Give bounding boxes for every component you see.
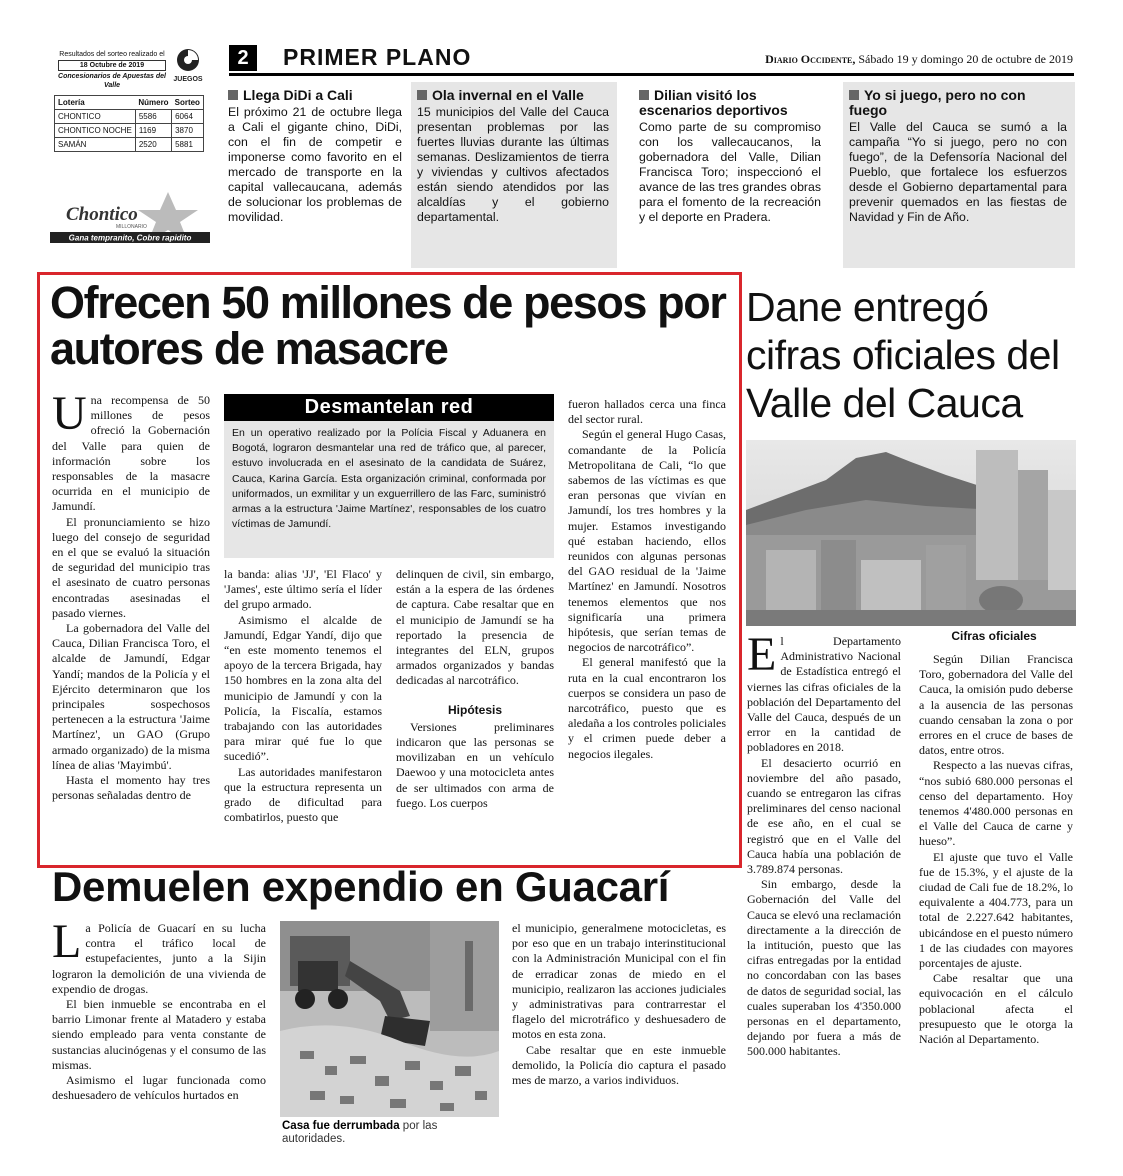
col-header-loteria: Lotería bbox=[58, 98, 85, 107]
dropcap: U bbox=[52, 387, 87, 440]
paragraph-text: a Policía de Guacarí en su lucha contra el tráfico local de estupefacientes, junto a la Sijin lograron la demolición de una vivienda de expendio de drogas. bbox=[52, 921, 266, 996]
juegos-label: JUEGOS bbox=[173, 76, 203, 83]
paragraph: Cabe resaltar que en este inmueble demolido, la Policía dio captura el pasado mes de marzo, a varios individuos. bbox=[512, 1042, 726, 1088]
table-row bbox=[55, 124, 204, 138]
paragraph: Respecto a las nuevas cifras, “nos subió 680.000 personas el censo del departamento. Hoy tenemos 4'480.000 personas en el Valle del Cauca de carne y hueso”. bbox=[919, 758, 1073, 849]
photo-caption: Cifras oficiales bbox=[951, 629, 1037, 643]
brief-title bbox=[228, 88, 402, 103]
juegos-logo-icon bbox=[168, 46, 208, 84]
demolition-photo bbox=[280, 921, 499, 1117]
paragraph: el municipio, generalmene motocicletas, es por eso que en un trabajo interinstitucional con la Administración Municipal con el fin de erradicar zonas de miedo en el municipio, realizaron las acciones judiciales y administrativas para contrarrestar el flagelo del microtráfico y deshuesadero de motos en esta zona. bbox=[512, 921, 726, 1042]
square-bullet-icon bbox=[639, 90, 649, 100]
paragraph: Las autoridades manifestaron que la estructura representa un grado de dificultad para combatirlos, puesto que bbox=[224, 764, 382, 825]
paragraph-text: l Departamento Administrativo Nacional de Estadística entregó el viernes las cifras oficiales de la población del Departamento del Valle del Cauca, después de un error en la cantidad de pobladores en 2018. bbox=[747, 634, 901, 755]
chontico-brand: Chontico bbox=[66, 204, 138, 225]
paragraph: El general manifestó que la ruta en la cual encontraron los cuerpos se considera un paso de narcotráfico, puesto que es aledaña a los controles policiales y el crimen puede deber a negocios ilegales. bbox=[568, 655, 726, 761]
paragraph bbox=[747, 628, 901, 756]
caption-rest: por las autoridades. bbox=[282, 1120, 438, 1145]
lottery-date: 18 Octubre de 2019 bbox=[58, 60, 166, 71]
chontico-ad bbox=[48, 190, 212, 245]
paragraph: El pronunciamiento se hizo luego del consejo de seguridad en el que se evaluó la situación de seguridad del municipio tras el asesinato de cuatro personas encontradas asesinadas el pasado viernes. bbox=[52, 514, 210, 620]
table-row bbox=[55, 138, 204, 152]
chontico-slogan: Gana tempranito, Cobre rapidito bbox=[68, 233, 192, 243]
sidebar-box bbox=[224, 394, 554, 558]
paragraph: La gobernadora del Valle del Cauca, Dilian Francisca Toro, el alcalde de Jamundí, Edgar Yandí; mandos de la Policía y el Ejército determinaron que los principales sospechosos pertenecen a la estructura 'Jaime Martínez', un GAO (Grupo armado organizado) de la misma línea de alias 'Mayimbú'. bbox=[52, 621, 210, 772]
lottery-table-header bbox=[55, 96, 204, 110]
square-bullet-icon bbox=[417, 90, 427, 100]
paragraph-text: na recompensa de 50 millones de pesos ofreció la Gobernación del Valle para quien de información sobre los responsables de la masacre ocurrida en el municipio de Jamundí. bbox=[52, 393, 210, 514]
lottery-header-line2: Concesionarios de Apuestas del Valle bbox=[58, 73, 166, 89]
paragraph: Asimismo el lugar funcionada como deshuesadero de vehículos hurtados en bbox=[52, 1073, 266, 1103]
col-header-sorteo: Sorteo bbox=[174, 98, 200, 107]
brief-ola-invernal bbox=[411, 82, 617, 268]
newspaper-name: Diario Occidente, bbox=[765, 52, 856, 66]
main-column-3 bbox=[396, 567, 554, 811]
paragraph: Cabe resaltar que una equivocación en el cálculo poblacional afecta el presupuesto que le otorga la Nación al Departamento. bbox=[919, 971, 1073, 1047]
brief-title-text: Ola invernal en el Valle bbox=[432, 87, 584, 103]
main-column-4 bbox=[568, 397, 726, 762]
lottery-header-line1: Resultados del sorteo realizado el bbox=[59, 51, 165, 58]
sidebar-text: En un operativo realizado por la Polícia Fiscal y Aduanera en Bogotá, lograron desmantelar una red de tráfico que, al parecer, estuvo involucrada en el asesinato de la candidata de Suárez, Cauca, Karina García. Esta organización criminal, conformada por uniformados, un exmilitar y un exguerrillero de las Farc, suministró armas a la estructura 'Jaime Martínez', responsables de los cuatro víctimas de Jamundí. bbox=[232, 427, 546, 531]
lottery-table bbox=[54, 95, 204, 152]
lottery-draw: 6064 bbox=[172, 110, 204, 124]
paragraph: Hasta el momento hay tres personas señaladas dentro de bbox=[52, 773, 210, 803]
brief-yo-si-juego bbox=[843, 82, 1075, 268]
paragraph: Asimismo el alcalde de Jamundí, Edgar Yandí, dijo que “en este momento tenemos el apoyo de la tercera Brigada, hay 150 hombres en la zona alta del municipio de Jamundí y con la Policía, la Fiscalía, estamos trabajando con las autoridades para mirar qué fue lo que sucedió”. bbox=[224, 612, 382, 764]
dane-column-1 bbox=[747, 628, 901, 1060]
guacari-column-2 bbox=[512, 921, 726, 1088]
paragraph bbox=[52, 387, 210, 515]
section-title: PRIMER PLANO bbox=[283, 44, 472, 70]
paragraph: la banda: alias 'JJ', 'El Flaco' y 'James', este último sería el líder del grupo armado. bbox=[224, 567, 382, 612]
lottery-number: 1169 bbox=[135, 124, 171, 138]
main-column-2 bbox=[224, 567, 382, 825]
col-header-numero: Número bbox=[138, 98, 169, 107]
brief-text: El Valle del Cauca se sumó a la campaña “Yo si juego, pero no con fuego”, de la Defensoría Nacional del Pueblo, que fortalece los esfuerzos desde el Gobierno departamental para prevenir quemados en las fiestas de Navidad y Fin de Año. bbox=[849, 120, 1067, 224]
paragraph bbox=[52, 915, 266, 997]
brief-text: El próximo 21 de octubre llega a Cali el gigante chino, DiDi, con el fin de competir e imponerse como favorito en el mercado de transporte en la capital vallecaucana, además de solucionar los problemas de movilidad. bbox=[228, 105, 402, 224]
page-number: 2 bbox=[229, 45, 257, 71]
lottery-name: CHONTICO NOCHE bbox=[55, 124, 136, 138]
lottery-results-header bbox=[52, 50, 172, 90]
chontico-sub: MILLONARIO bbox=[116, 224, 147, 230]
issue-date: Sábado 19 y domingo 20 de octubre de 2019 bbox=[858, 52, 1073, 66]
paragraph: El desacierto ocurrió en noviembre del año pasado, cuando se entregaron las cifras preliminares del censo nacional de ese año, en el cual se registró que en el Valle del Cauca había una población de 3.789.874 personas. bbox=[747, 755, 901, 877]
lottery-number: 5586 bbox=[135, 110, 171, 124]
lottery-draw: 5881 bbox=[172, 138, 204, 152]
subhead: Hipótesis bbox=[447, 702, 502, 717]
paragraph: El ajuste que tuvo el Valle fue de 15.3%, y el ajuste de la ciudad de Cali fue de 18.2%, lo equivalente a 404.773, para un total de 2.227.642 habitantes, ubicándose en el puesto número 1 de las ciudades con mayores porcentajes de ajuste. bbox=[919, 849, 1073, 971]
main-column-1 bbox=[52, 387, 210, 803]
paragraph: El bien inmueble se encontraba en el barrio Limonar frente al Matadero y estaba siendo empleado para venta constante de sustancias alucinógenas y el consumo de las mismas. bbox=[52, 997, 266, 1072]
paragraph: Sin embargo, desde la Gobernación del Valle del Cauca se elevó una reclamación directamente a la dirección de la intitución, puesto que las cifras entregadas por la entidad no concordaban con las bases de datos de seguridad social, las cuales superaban los 4'350.000 personas en el departamento, dejando por fuera a más de 500.000 habitantes. bbox=[747, 877, 901, 1059]
lottery-number: 2520 bbox=[135, 138, 171, 152]
brief-title-text: Yo si juego, pero no con fuego bbox=[849, 87, 1026, 118]
brief-title-text: Llega DiDi a Cali bbox=[243, 87, 353, 103]
guacari-column-1 bbox=[52, 915, 266, 1103]
caption-bold: Casa fue derrumbada bbox=[282, 1120, 400, 1132]
sidebar-title: Desmantelan red bbox=[224, 394, 554, 421]
paragraph: Versiones preliminares indicaron que las personas se movilizaban en un vehículo Daewoo y una motocicleta antes de ser ultimados con arma de fuego. Los cuerpos bbox=[396, 719, 554, 810]
brief-didi bbox=[222, 82, 410, 268]
square-bullet-icon bbox=[228, 90, 238, 100]
dateline bbox=[765, 52, 1073, 67]
brief-dilian bbox=[633, 82, 829, 268]
paragraph: fueron hallados cerca una finca del sector rural. bbox=[568, 397, 726, 427]
brief-text: 15 municipios del Valle del Cauca presentan problemas por las fuertes lluvias durante las últimas semanas. Deslizamientos de tierra y viviendas y cultivos afectados están siendo atendidos por las alcaldías y el gobierno departamental. bbox=[417, 105, 609, 224]
lottery-name: CHONTICO bbox=[55, 110, 136, 124]
guacari-headline: Demuelen expendio en Guacarí bbox=[52, 863, 670, 910]
main-headline: Ofrecen 50 millones de pesos por autores de masacre bbox=[50, 277, 726, 374]
square-bullet-icon bbox=[849, 90, 859, 100]
lottery-draw: 3870 bbox=[172, 124, 204, 138]
photo-caption bbox=[282, 1120, 498, 1146]
header-rule bbox=[229, 73, 1074, 76]
dropcap: E bbox=[747, 628, 777, 681]
brief-title bbox=[639, 88, 821, 118]
dane-column-2 bbox=[919, 652, 1073, 1047]
brief-title-text: Dilian visitó los escenarios deportivos bbox=[639, 87, 788, 118]
lottery-name: SAMÁN bbox=[55, 138, 136, 152]
paragraph: delinquen de civil, sin embargo, están a la espera de las órdenes de captura. Cabe resaltar que en el municipio de Jamundí se ha reportado la presencia de integrantes del ELN, grupos armados organizados y bandas dedicadas al narcotráfico. bbox=[396, 567, 554, 688]
paragraph: Según Dilian Francisca Toro, gobernadora del Valle del Cauca, la omisión pudo deberse a la ausencia de las personas cuando censaban la zona o por errores en el cruce de bases de datos, entre otros. bbox=[919, 652, 1073, 758]
brief-text: Como parte de su compromiso con los vallecaucanos, la gobernadora del Valle, Dilian Francisca Toro; inspeccionó el avance de las tres grandes obras para el fomento de la recreación y el deporte en Pradera. bbox=[639, 120, 821, 224]
brief-title bbox=[417, 88, 609, 103]
dane-headline: Dane entregó cifras oficiales del Valle del Cauca bbox=[746, 284, 1060, 426]
brief-title bbox=[849, 88, 1067, 118]
dropcap: L bbox=[52, 915, 82, 968]
paragraph: Según el general Hugo Casas, comandante de la Policía Metropolitana de Cali, “lo que sabemos de las víctimas es que eran personas que vivían en Jamundí, los tres hombres y la mujer. Estamos investigando qué estaban haciendo, ellos reunidos con algunas personas del GAO residual de la 'Jaime Martínez' en Jamundí. Nosotros tenemos elementos que nos significaría una primera hipótesis, que serían temas de negocios de narcotráfico”. bbox=[568, 427, 726, 655]
table-row bbox=[55, 110, 204, 124]
city-photo bbox=[746, 440, 1076, 626]
